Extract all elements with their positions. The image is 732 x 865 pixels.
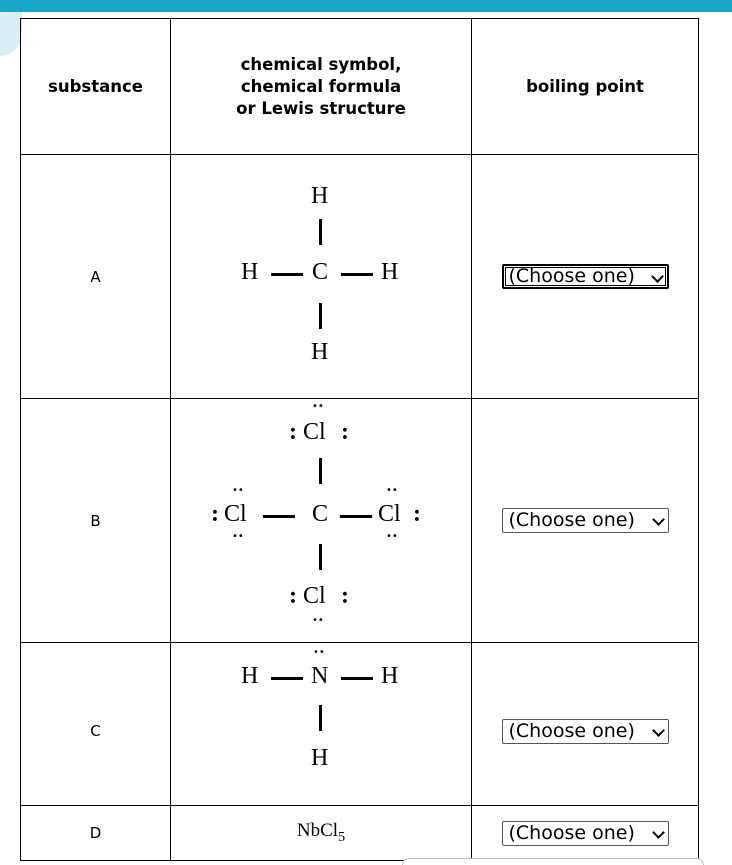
substance-label: A <box>21 155 171 399</box>
formula-subscript: 5 <box>338 829 346 845</box>
boiling-point-cell <box>472 399 699 643</box>
bond-horizontal <box>271 273 303 276</box>
boiling-point-select[interactable] <box>502 821 669 846</box>
lone-pair: : <box>341 418 349 445</box>
header-line: chemical formula <box>240 76 402 96</box>
header-line: or Lewis structure <box>236 98 406 118</box>
atom-right: H <box>381 258 399 285</box>
formula-cell <box>171 806 472 861</box>
lone-pair: •• <box>386 484 398 496</box>
substance-label: D <box>21 806 171 861</box>
boiling-point-select[interactable] <box>502 719 669 744</box>
lewis-structure-ccl4 <box>201 400 441 639</box>
table-row <box>21 806 699 861</box>
atom-top: H <box>311 182 329 209</box>
lone-pair: : <box>289 582 297 609</box>
lewis-structure-ammonia <box>221 649 421 799</box>
substance-label: B <box>21 399 171 643</box>
header-substance: substance <box>21 19 171 155</box>
boiling-point-select[interactable] <box>502 508 669 533</box>
substance-table <box>20 18 699 861</box>
bond-vertical <box>319 219 322 245</box>
atom-top: Cl <box>303 418 326 445</box>
select-value: (Choose one) <box>508 509 635 531</box>
lewis-structure-methane <box>221 177 421 377</box>
select-value: (Choose one) <box>508 821 635 844</box>
lone-pair: : <box>289 418 297 445</box>
atom-bottom: Cl <box>303 582 326 609</box>
substance-label: C <box>21 643 171 806</box>
atom-left: H <box>241 258 259 285</box>
bond-vertical <box>319 458 322 484</box>
atom-center: N <box>311 663 329 689</box>
atom-right: Cl <box>378 500 401 527</box>
lone-pair: •• <box>386 530 398 542</box>
lone-pair: : <box>413 500 421 527</box>
bond-vertical <box>319 303 322 329</box>
atom-left: Cl <box>224 500 247 527</box>
header-boiling-point: boiling point <box>472 19 699 155</box>
bottom-panel-edge <box>402 858 704 865</box>
chemical-formula <box>296 820 346 845</box>
atom-bottom: H <box>311 338 329 365</box>
lone-pair: •• <box>232 530 244 542</box>
table-row <box>21 399 699 643</box>
lone-pair: •• <box>312 400 324 412</box>
lone-pair: •• <box>313 647 325 658</box>
side-tab-decoration <box>0 12 22 56</box>
lewis-structure-cell <box>171 399 472 643</box>
header-line: chemical symbol, <box>240 54 402 74</box>
bond-horizontal <box>341 273 373 276</box>
header-row <box>21 19 699 155</box>
select-value: (Choose one) <box>508 719 635 742</box>
bond-vertical <box>319 705 322 731</box>
atom-bottom: H <box>311 745 329 771</box>
lone-pair: •• <box>312 614 324 626</box>
boiling-point-cell <box>472 643 699 806</box>
chevron-down-icon <box>652 724 665 737</box>
lewis-structure-cell <box>171 643 472 806</box>
select-value: (Choose one) <box>508 265 635 287</box>
bond-horizontal <box>340 515 372 518</box>
table-row <box>21 155 699 399</box>
header-chemical-symbol <box>171 19 472 155</box>
boiling-point-cell <box>472 806 699 861</box>
bond-vertical <box>319 544 322 570</box>
formula-base: NbCl <box>296 820 339 842</box>
boiling-point-select[interactable] <box>502 264 669 289</box>
atom-left: H <box>241 663 259 689</box>
chevron-down-icon <box>651 270 664 283</box>
bond-horizontal <box>271 677 303 680</box>
lone-pair: •• <box>232 484 244 496</box>
lewis-structure-cell <box>171 155 472 399</box>
lone-pair: : <box>211 500 219 527</box>
chevron-down-icon <box>652 826 665 839</box>
bond-horizontal <box>263 515 295 518</box>
atom-right: H <box>381 663 399 689</box>
atom-center: C <box>312 258 329 285</box>
bond-horizontal <box>341 677 373 680</box>
boiling-point-cell <box>472 155 699 399</box>
chevron-down-icon <box>652 513 665 526</box>
top-accent-bar <box>0 0 732 12</box>
lone-pair: : <box>341 582 349 609</box>
atom-center: C <box>312 500 329 527</box>
table-row <box>21 643 699 806</box>
